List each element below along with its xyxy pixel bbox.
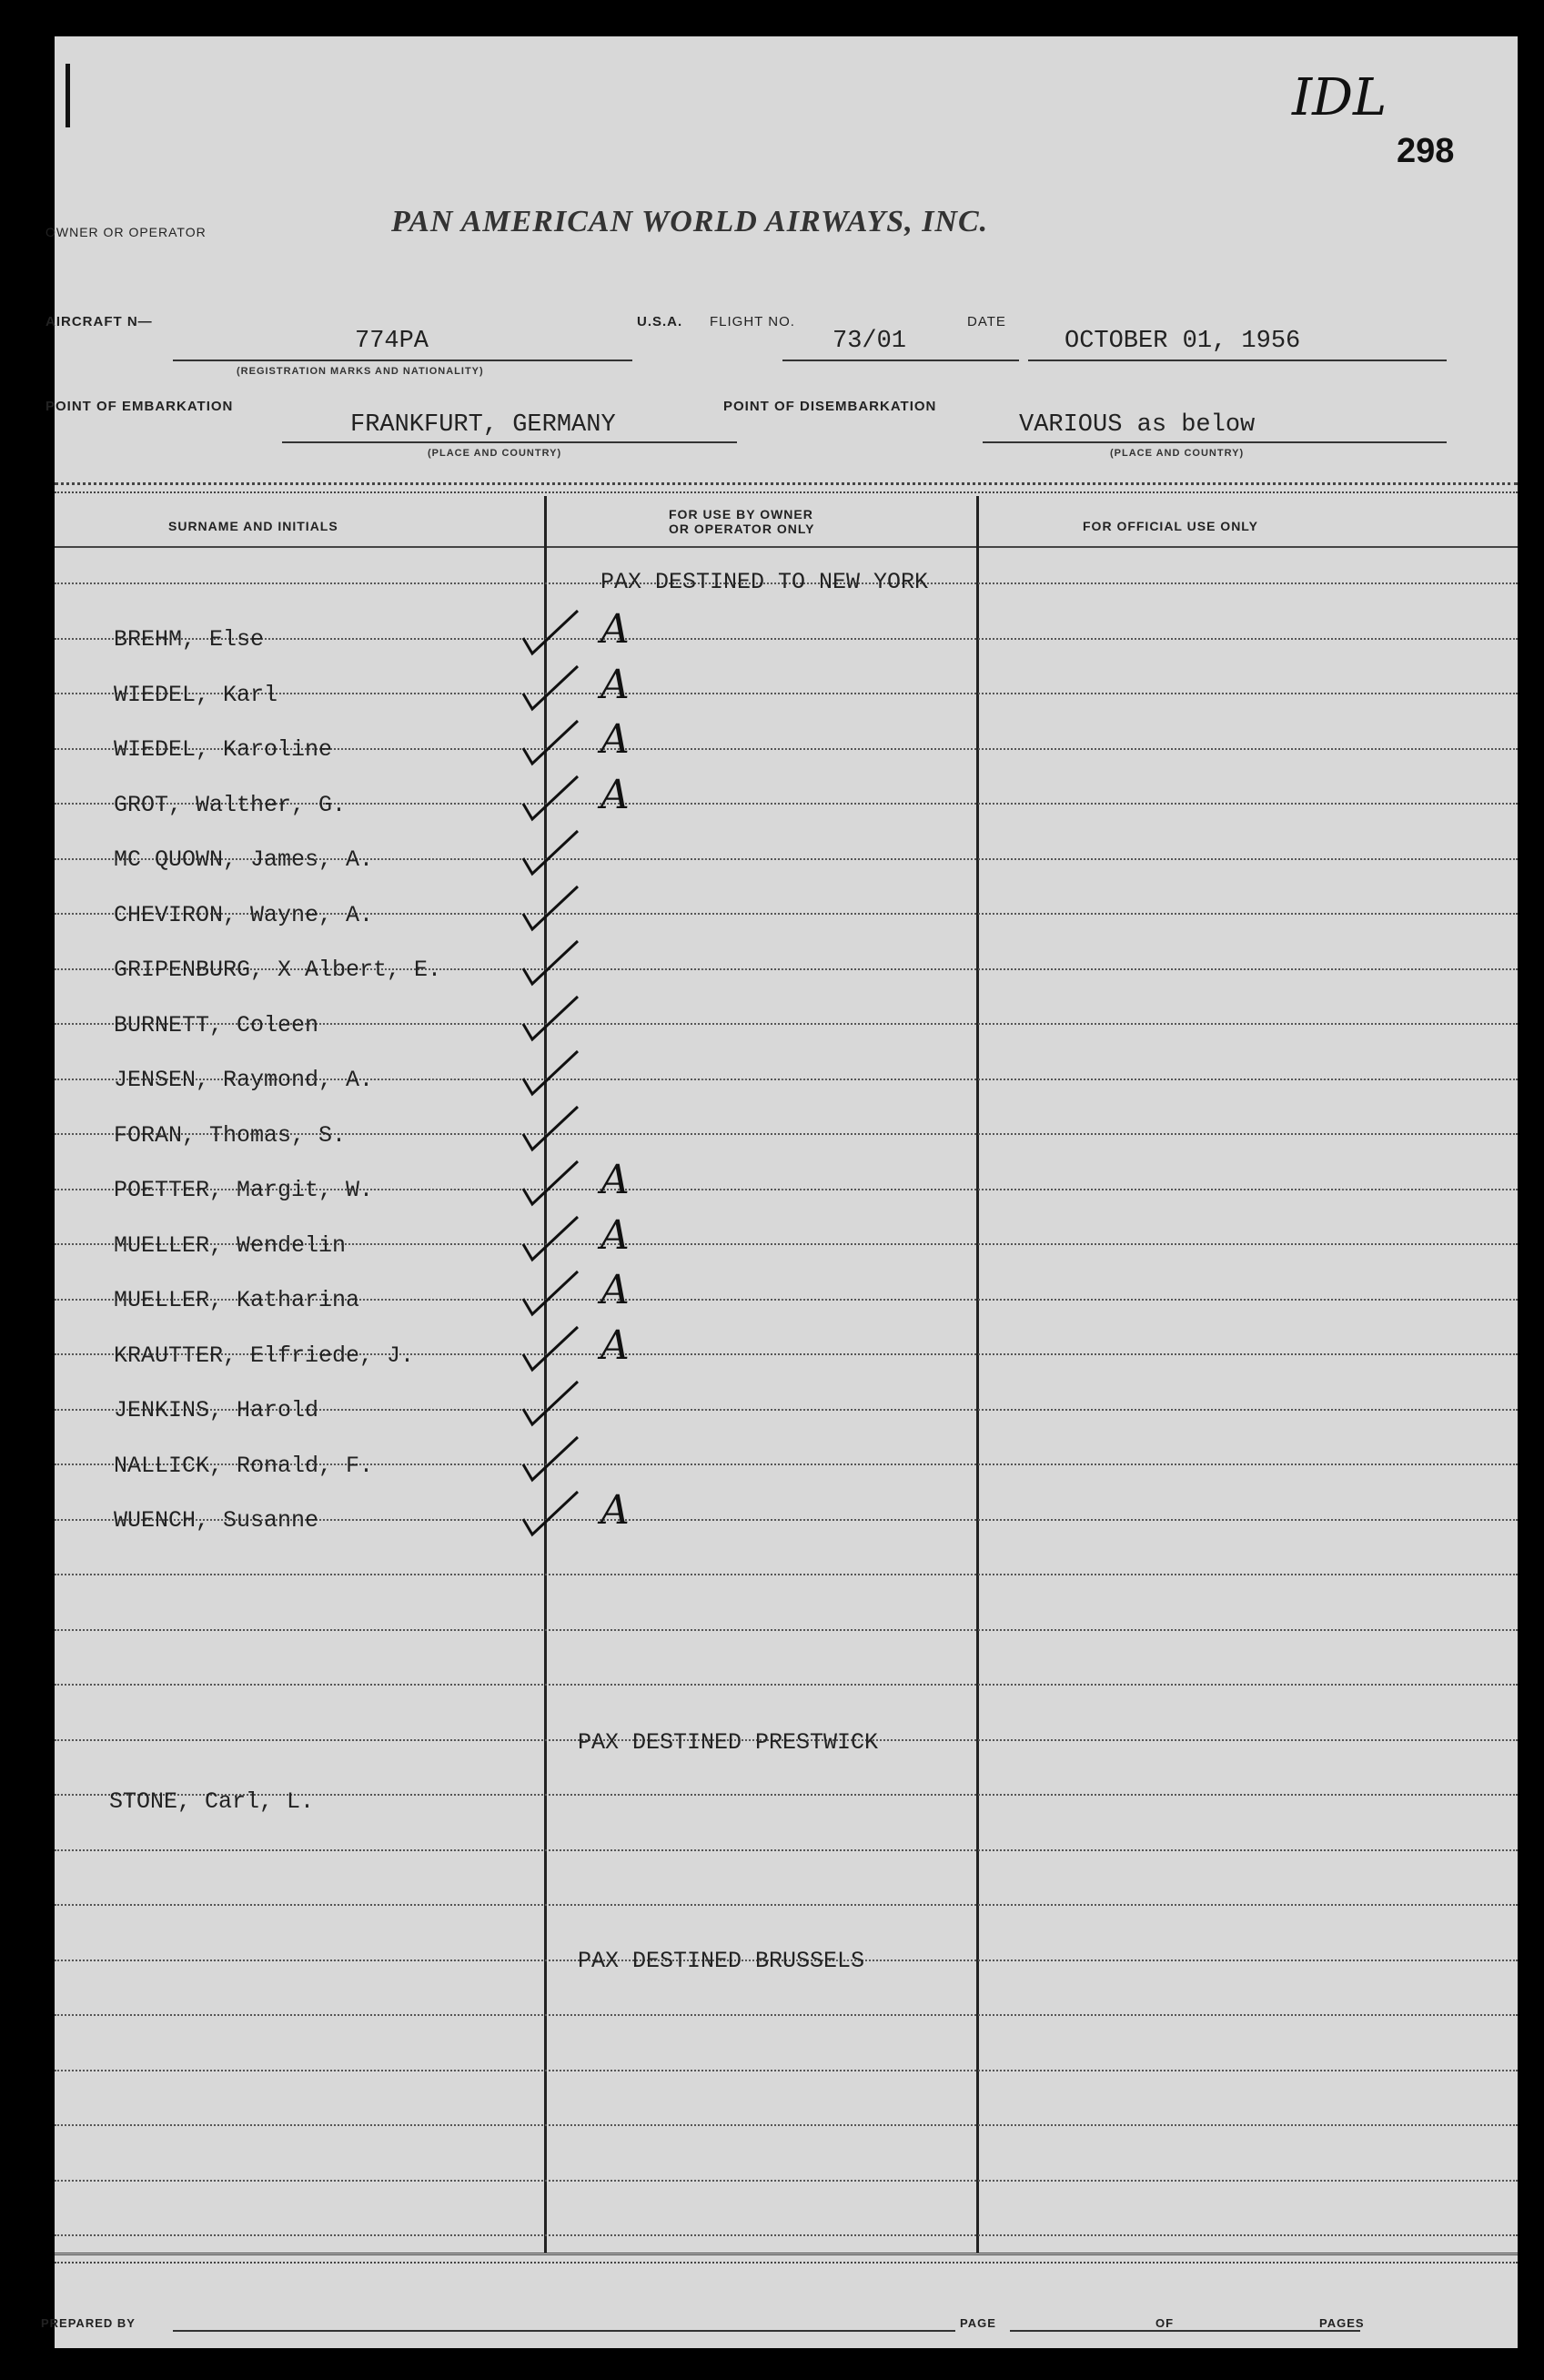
page-number: 298: [1397, 132, 1455, 170]
page-label: PAGE: [960, 2316, 996, 2330]
passenger-name: CHEVIRON, Wayne, A.: [114, 902, 374, 928]
row-rule: [55, 2070, 1518, 2071]
flight-label: FLIGHT NO.: [710, 314, 795, 329]
handwritten-note: IDL: [1292, 68, 1388, 127]
passenger-name: KRAUTTER, Elfriede, J.: [114, 1342, 415, 1369]
passenger-name: MC QUOWN, James, A.: [114, 846, 374, 873]
passenger-name: NALLICK, Ronald, F.: [114, 1453, 374, 1479]
footer-rule: [55, 2253, 1518, 2255]
row-rule: [55, 1849, 1518, 1851]
check-mark-icon: [514, 1102, 596, 1157]
check-mark-icon: [514, 1157, 596, 1211]
check-mark-icon: [514, 662, 596, 716]
embarkation-underline: [282, 441, 737, 443]
section-brussels: PAX DESTINED BRUSSELS: [578, 1948, 865, 1974]
col-owner-line2: OR OPERATOR ONLY: [669, 522, 815, 536]
embarkation-place-label: (PLACE AND COUNTRY): [428, 448, 562, 459]
passenger-name: WUENCH, Susanne: [114, 1507, 319, 1534]
passenger-name: WIEDEL, Karl: [114, 682, 278, 708]
date-value: OCTOBER 01, 1956: [1065, 328, 1301, 355]
passenger-name: STONE, Carl, L.: [109, 1788, 315, 1815]
date-underline: [1028, 360, 1447, 361]
passenger-name: GRIPENBURG, X Albert, E.: [114, 957, 442, 983]
arrival-mark: A: [600, 1267, 630, 1313]
row-rule: [55, 2234, 1518, 2236]
col-surname: SURNAME AND INITIALS: [168, 519, 338, 533]
check-mark-icon: [514, 716, 596, 771]
prepared-by-label: PREPARED BY: [41, 2316, 136, 2330]
manifest-sheet: [41, 36, 1518, 2348]
arrival-mark: A: [600, 1322, 630, 1369]
arrival-mark: A: [600, 662, 630, 708]
flight-underline: [782, 360, 1019, 361]
header-rule: [55, 482, 1518, 485]
disembarkation-underline: [983, 441, 1447, 443]
arrival-mark: A: [600, 772, 630, 818]
col-owner-line1: FOR USE BY OWNER: [669, 507, 813, 522]
check-mark-icon: [514, 1377, 596, 1432]
passenger-name: WIEDEL, Karoline: [114, 736, 333, 763]
disembarkation-label: POINT OF DISEMBARKATION: [723, 399, 937, 414]
check-mark-icon: [514, 1322, 596, 1377]
row-rule: [55, 2014, 1518, 2016]
arrival-mark: A: [600, 606, 630, 653]
col-divider-2: [976, 496, 979, 2253]
pages-label: PAGES: [1319, 2316, 1365, 2330]
passenger-name: FORAN, Thomas, S.: [114, 1122, 347, 1149]
prepared-underline: [173, 2330, 955, 2332]
passenger-name: MUELLER, Wendelin: [114, 1232, 347, 1259]
check-mark-icon: [514, 882, 596, 937]
flight-value: 73/01: [833, 328, 907, 355]
page-underline: [1010, 2330, 1192, 2332]
check-mark-icon: [514, 1212, 596, 1267]
row-rule: [55, 2180, 1518, 2182]
aircraft-underline: [173, 360, 632, 361]
row-rule: [55, 1904, 1518, 1906]
aircraft-value: 774PA: [355, 328, 429, 355]
row-rule: [55, 638, 1518, 640]
registration-label: (REGISTRATION MARKS AND NATIONALITY): [237, 366, 484, 377]
date-label: DATE: [967, 314, 1006, 329]
passenger-name: MUELLER, Katharina: [114, 1287, 360, 1313]
aircraft-label: AIRCRAFT N—: [45, 314, 153, 329]
col-official: FOR OFFICIAL USE ONLY: [1083, 519, 1258, 533]
of-underline: [1187, 2330, 1360, 2332]
check-mark-icon: [514, 1267, 596, 1322]
passenger-name: GROT, Walther, G.: [114, 792, 347, 818]
check-mark-icon: [514, 992, 596, 1047]
arrival-mark: A: [600, 1487, 630, 1534]
passenger-name: JENKINS, Harold: [114, 1397, 319, 1423]
check-mark-icon: [514, 937, 596, 991]
of-label: OF: [1155, 2316, 1175, 2330]
row-rule: [55, 2124, 1518, 2126]
disembarkation-place-label: (PLACE AND COUNTRY): [1110, 448, 1245, 459]
check-mark-icon: [514, 826, 596, 881]
passenger-name: POETTER, Margit, W.: [114, 1177, 374, 1203]
check-mark-icon: [514, 1487, 596, 1542]
arrival-mark: A: [600, 1212, 630, 1259]
row-rule: [55, 1574, 1518, 1575]
passenger-name: BURNETT, Coleen: [114, 1012, 319, 1038]
filing-mark: [66, 64, 70, 127]
usa-label: U.S.A.: [637, 314, 683, 329]
check-mark-icon: [514, 772, 596, 826]
header-bottom-rule: [55, 546, 1518, 548]
section-new-york: PAX DESTINED TO NEW YORK: [600, 569, 929, 595]
owner-label: OWNER OR OPERATOR: [45, 225, 207, 239]
passenger-name: BREHM, Else: [114, 626, 265, 653]
row-rule: [55, 1684, 1518, 1686]
arrival-mark: A: [600, 716, 630, 763]
arrival-mark: A: [600, 1157, 630, 1203]
disembarkation-value: VARIOUS as below: [1019, 411, 1256, 439]
company-name: PAN AMERICAN WORLD AIRWAYS, INC.: [391, 205, 989, 238]
row-rule: [55, 1629, 1518, 1631]
section-prestwick: PAX DESTINED PRESTWICK: [578, 1729, 879, 1756]
check-mark-icon: [514, 606, 596, 661]
footer-rule-2: [55, 2262, 1518, 2264]
embarkation-label: POINT OF EMBARKATION: [45, 399, 234, 414]
passenger-name: JENSEN, Raymond, A.: [114, 1067, 374, 1093]
embarkation-value: FRANKFURT, GERMANY: [350, 411, 616, 439]
header-rule-2: [55, 491, 1518, 493]
check-mark-icon: [514, 1047, 596, 1101]
check-mark-icon: [514, 1433, 596, 1487]
